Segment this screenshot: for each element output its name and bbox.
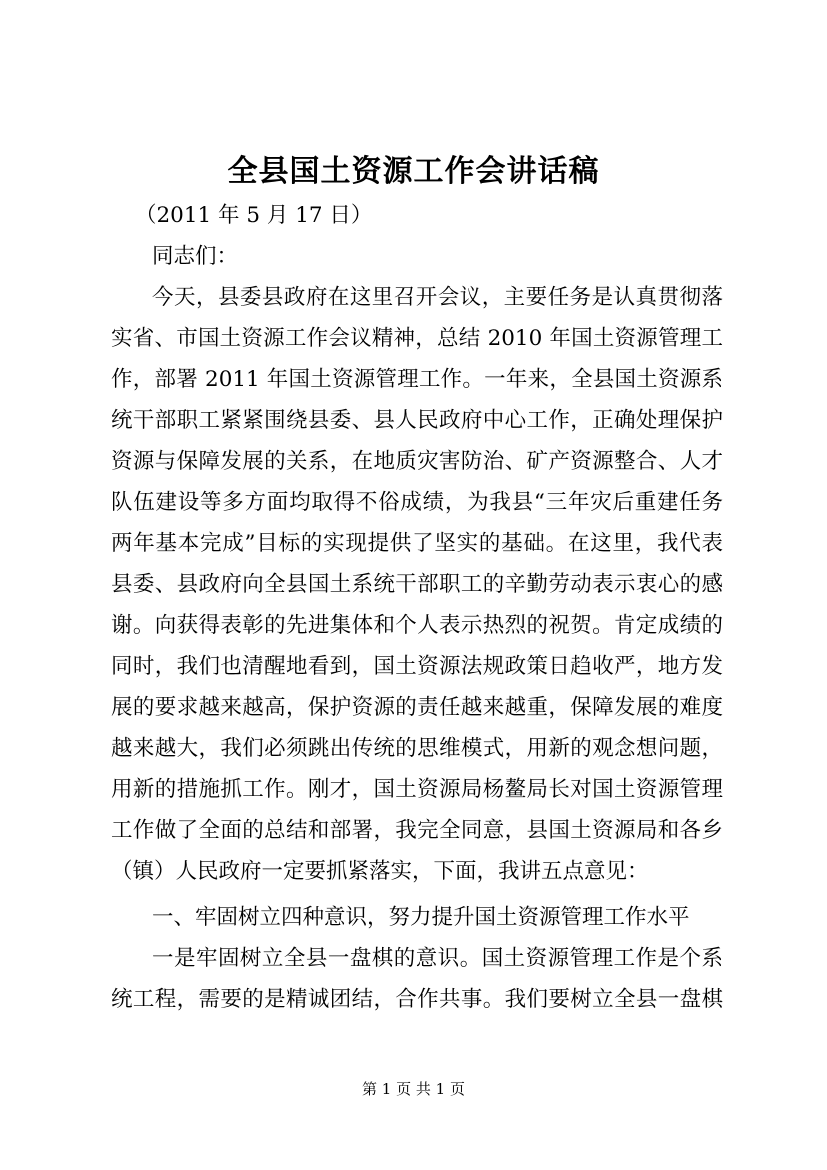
body-line: 两年基本完成”目标的实现提供了坚实的基础。在这里，我代表 <box>111 531 723 556</box>
speech-date: （2011 年 5 月 17 日） <box>135 203 373 228</box>
body-line: 用新的措施抓工作。刚才，国土资源局杨鳌局长对国土资源管理 <box>111 777 723 802</box>
body-line: 统工程，需要的是精诚团结，合作共事。我们要树立全县一盘棋 <box>111 987 723 1012</box>
body-line: （镇）人民政府一定要抓紧落实，下面，我讲五点意见： <box>111 859 649 884</box>
body-line: 县委、县政府向全县国土系统干部职工的辛勤劳动表示衷心的感 <box>111 572 723 597</box>
body-line: 展的要求越来越高，保护资源的责任越来越重，保障发展的难度 <box>111 695 723 720</box>
body-line: 作，部署 2011 年国土资源管理工作。一年来，全县国土资源系 <box>111 367 723 392</box>
body-line: 资源与保障发展的关系，在地质灾害防治、矿产资源整合、人才 <box>111 449 723 474</box>
body-line: 队伍建设等多方面均取得不俗成绩，为我县“三年灾后重建任务 <box>111 490 723 515</box>
salutation: 同志们： <box>152 244 239 269</box>
body-line: 一是牢固树立全县一盘棋的意识。国土资源管理工作是个系 <box>152 946 723 971</box>
body-line: 同时，我们也清醒地看到，国土资源法规政策日趋收严，地方发 <box>111 654 723 679</box>
body-line: 今天，县委县政府在这里召开会议，主要任务是认真贯彻落 <box>152 285 723 310</box>
body-line: 谢。向获得表彰的先进集体和个人表示热烈的祝贺。肯定成绩的 <box>111 613 723 638</box>
body-line: 实省、市国土资源工作会议精神，总结 2010 年国土资源管理工 <box>111 326 723 351</box>
body-line: 工作做了全面的总结和部署，我完全同意，县国土资源局和各乡 <box>111 818 723 843</box>
body-line: 越来越大，我们必须跳出传统的思维模式，用新的观念想问题， <box>111 736 723 761</box>
body-line: 统干部职工紧紧围绕县委、县人民政府中心工作，正确处理保护 <box>111 408 723 433</box>
section-heading: 一、牢固树立四种意识，努力提升国土资源管理工作水平 <box>152 905 690 930</box>
document-title: 全县国土资源工作会讲话稿 <box>227 154 600 189</box>
page-number-footer: 第 1 页 共 1 页 <box>362 1080 465 1098</box>
